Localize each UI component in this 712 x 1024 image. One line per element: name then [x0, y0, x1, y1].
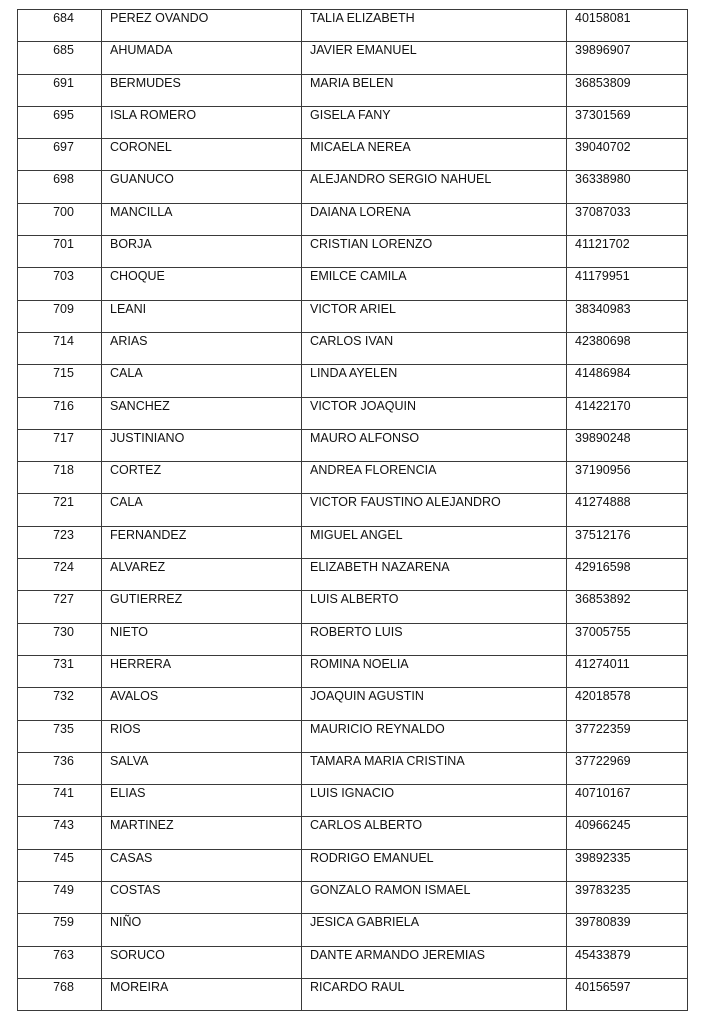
table-row [18, 171, 688, 203]
row-number-cell: 701 [18, 236, 102, 268]
table-row [18, 74, 688, 106]
table-row [18, 236, 688, 268]
last-name-cell: CASAS [102, 849, 302, 881]
last-name-cell: MANCILLA [102, 203, 302, 235]
table-row [18, 882, 688, 914]
dni-cell: 39040702 [567, 139, 688, 171]
first-name-cell: MARIA BELEN [302, 74, 567, 106]
table-row [18, 559, 688, 591]
row-number-cell: 698 [18, 171, 102, 203]
last-name-cell: PEREZ OVANDO [102, 10, 302, 42]
row-number-cell: 717 [18, 429, 102, 461]
last-name-cell: CHOQUE [102, 268, 302, 300]
row-number-cell: 749 [18, 882, 102, 914]
last-name-cell: AHUMADA [102, 42, 302, 74]
first-name-cell: ELIZABETH NAZARENA [302, 559, 567, 591]
dni-cell: 41179951 [567, 268, 688, 300]
last-name-cell: HERRERA [102, 655, 302, 687]
first-name-cell: MAURICIO REYNALDO [302, 720, 567, 752]
table-row [18, 817, 688, 849]
first-name-cell: CARLOS ALBERTO [302, 817, 567, 849]
table-row [18, 720, 688, 752]
table-row [18, 139, 688, 171]
last-name-cell: MARTINEZ [102, 817, 302, 849]
dni-cell: 39783235 [567, 882, 688, 914]
row-number-cell: 736 [18, 752, 102, 784]
row-number-cell: 759 [18, 914, 102, 946]
first-name-cell: CRISTIAN LORENZO [302, 236, 567, 268]
dni-cell: 40158081 [567, 10, 688, 42]
last-name-cell: ELIAS [102, 785, 302, 817]
last-name-cell: LEANI [102, 300, 302, 332]
last-name-cell: ARIAS [102, 332, 302, 364]
table-row [18, 494, 688, 526]
last-name-cell: NIETO [102, 623, 302, 655]
table-row [18, 623, 688, 655]
dni-cell: 36338980 [567, 171, 688, 203]
first-name-cell: LUIS IGNACIO [302, 785, 567, 817]
table-row [18, 429, 688, 461]
dni-cell: 37087033 [567, 203, 688, 235]
dni-cell: 38340983 [567, 300, 688, 332]
row-number-cell: 724 [18, 559, 102, 591]
last-name-cell: SALVA [102, 752, 302, 784]
table-row [18, 365, 688, 397]
first-name-cell: VICTOR JOAQUIN [302, 397, 567, 429]
table-row [18, 300, 688, 332]
first-name-cell: ROBERTO LUIS [302, 623, 567, 655]
row-number-cell: 703 [18, 268, 102, 300]
row-number-cell: 695 [18, 106, 102, 138]
table-row [18, 10, 688, 42]
row-number-cell: 730 [18, 623, 102, 655]
row-number-cell: 727 [18, 591, 102, 623]
roster-table [17, 9, 688, 1011]
row-number-cell: 723 [18, 526, 102, 558]
table-row [18, 849, 688, 881]
row-number-cell: 743 [18, 817, 102, 849]
row-number-cell: 716 [18, 397, 102, 429]
dni-cell: 42916598 [567, 559, 688, 591]
roster-table-body [18, 10, 688, 1011]
dni-cell: 41486984 [567, 365, 688, 397]
first-name-cell: DAIANA LORENA [302, 203, 567, 235]
row-number-cell: 763 [18, 946, 102, 978]
table-row [18, 688, 688, 720]
last-name-cell: ALVAREZ [102, 559, 302, 591]
row-number-cell: 691 [18, 74, 102, 106]
dni-cell: 37005755 [567, 623, 688, 655]
row-number-cell: 731 [18, 655, 102, 687]
dni-cell: 41422170 [567, 397, 688, 429]
first-name-cell: TAMARA MARIA CRISTINA [302, 752, 567, 784]
first-name-cell: GONZALO RAMON ISMAEL [302, 882, 567, 914]
last-name-cell: MOREIRA [102, 978, 302, 1010]
table-row [18, 946, 688, 978]
row-number-cell: 768 [18, 978, 102, 1010]
last-name-cell: SORUCO [102, 946, 302, 978]
row-number-cell: 684 [18, 10, 102, 42]
table-row [18, 914, 688, 946]
last-name-cell: CALA [102, 365, 302, 397]
first-name-cell: MICAELA NEREA [302, 139, 567, 171]
table-row [18, 203, 688, 235]
first-name-cell: ALEJANDRO SERGIO NAHUEL [302, 171, 567, 203]
row-number-cell: 715 [18, 365, 102, 397]
last-name-cell: BORJA [102, 236, 302, 268]
first-name-cell: ROMINA NOELIA [302, 655, 567, 687]
table-row [18, 655, 688, 687]
table-row [18, 106, 688, 138]
dni-cell: 45433879 [567, 946, 688, 978]
dni-cell: 42018578 [567, 688, 688, 720]
row-number-cell: 721 [18, 494, 102, 526]
first-name-cell: JOAQUIN AGUSTIN [302, 688, 567, 720]
last-name-cell: GUTIERREZ [102, 591, 302, 623]
first-name-cell: RICARDO RAUL [302, 978, 567, 1010]
row-number-cell: 714 [18, 332, 102, 364]
table-row [18, 332, 688, 364]
row-number-cell: 745 [18, 849, 102, 881]
first-name-cell: ANDREA FLORENCIA [302, 462, 567, 494]
last-name-cell: CORTEZ [102, 462, 302, 494]
dni-cell: 37301569 [567, 106, 688, 138]
first-name-cell: JESICA GABRIELA [302, 914, 567, 946]
dni-cell: 36853892 [567, 591, 688, 623]
last-name-cell: COSTAS [102, 882, 302, 914]
last-name-cell: JUSTINIANO [102, 429, 302, 461]
last-name-cell: RIOS [102, 720, 302, 752]
first-name-cell: DANTE ARMANDO JEREMIAS [302, 946, 567, 978]
last-name-cell: CALA [102, 494, 302, 526]
table-row [18, 268, 688, 300]
last-name-cell: SANCHEZ [102, 397, 302, 429]
table-row [18, 462, 688, 494]
row-number-cell: 685 [18, 42, 102, 74]
first-name-cell: VICTOR ARIEL [302, 300, 567, 332]
first-name-cell: CARLOS IVAN [302, 332, 567, 364]
first-name-cell: EMILCE CAMILA [302, 268, 567, 300]
first-name-cell: MIGUEL ANGEL [302, 526, 567, 558]
row-number-cell: 735 [18, 720, 102, 752]
dni-cell: 41274888 [567, 494, 688, 526]
dni-cell: 40966245 [567, 817, 688, 849]
dni-cell: 36853809 [567, 74, 688, 106]
dni-cell: 37722359 [567, 720, 688, 752]
dni-cell: 40156597 [567, 978, 688, 1010]
dni-cell: 37512176 [567, 526, 688, 558]
last-name-cell: ISLA ROMERO [102, 106, 302, 138]
row-number-cell: 700 [18, 203, 102, 235]
row-number-cell: 709 [18, 300, 102, 332]
last-name-cell: AVALOS [102, 688, 302, 720]
last-name-cell: BERMUDES [102, 74, 302, 106]
dni-cell: 42380698 [567, 332, 688, 364]
last-name-cell: GUANUCO [102, 171, 302, 203]
last-name-cell: NIÑO [102, 914, 302, 946]
first-name-cell: LUIS ALBERTO [302, 591, 567, 623]
dni-cell: 37722969 [567, 752, 688, 784]
dni-cell: 39892335 [567, 849, 688, 881]
table-row [18, 978, 688, 1010]
dni-cell: 39896907 [567, 42, 688, 74]
first-name-cell: JAVIER EMANUEL [302, 42, 567, 74]
row-number-cell: 718 [18, 462, 102, 494]
dni-cell: 41121702 [567, 236, 688, 268]
row-number-cell: 732 [18, 688, 102, 720]
table-row [18, 752, 688, 784]
first-name-cell: GISELA FANY [302, 106, 567, 138]
dni-cell: 39890248 [567, 429, 688, 461]
first-name-cell: MAURO ALFONSO [302, 429, 567, 461]
table-row [18, 397, 688, 429]
row-number-cell: 697 [18, 139, 102, 171]
dni-cell: 39780839 [567, 914, 688, 946]
last-name-cell: CORONEL [102, 139, 302, 171]
first-name-cell: RODRIGO EMANUEL [302, 849, 567, 881]
dni-cell: 37190956 [567, 462, 688, 494]
dni-cell: 41274011 [567, 655, 688, 687]
table-row [18, 42, 688, 74]
first-name-cell: LINDA AYELEN [302, 365, 567, 397]
table-row [18, 526, 688, 558]
table-row [18, 591, 688, 623]
first-name-cell: TALIA ELIZABETH [302, 10, 567, 42]
last-name-cell: FERNANDEZ [102, 526, 302, 558]
first-name-cell: VICTOR FAUSTINO ALEJANDRO [302, 494, 567, 526]
dni-cell: 40710167 [567, 785, 688, 817]
row-number-cell: 741 [18, 785, 102, 817]
table-row [18, 785, 688, 817]
